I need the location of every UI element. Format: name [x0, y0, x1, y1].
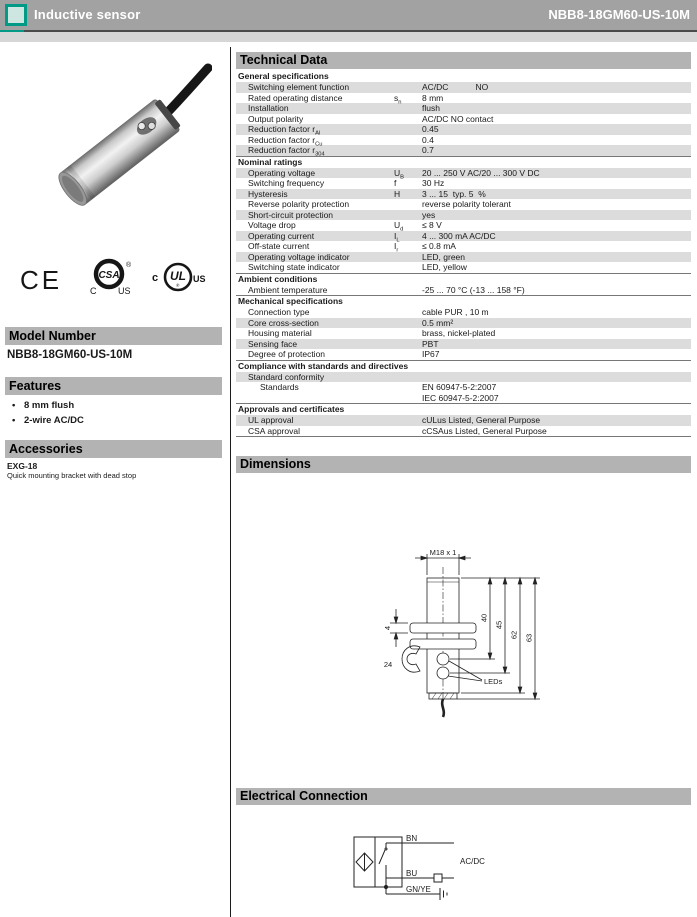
spec-symbol — [394, 382, 422, 403]
spec-value: 3 ... 15 typ. 5 % — [422, 188, 486, 199]
spec-label: Reduction factor $r_{304}$ — [248, 145, 325, 158]
spec-row — [236, 189, 691, 200]
dimensions-header: Dimensions — [236, 456, 691, 473]
spec-row — [236, 241, 691, 252]
spec-label: Off-state current — [248, 241, 310, 251]
sensor-box-symbol — [354, 837, 402, 887]
spec-value: LED, green — [422, 251, 465, 262]
spec-value-2: NO — [475, 82, 489, 92]
spec-symbol — [394, 339, 422, 350]
spec-row — [236, 178, 691, 189]
spec-value: AC/DC NO — [422, 82, 489, 92]
dim-24-label: 24 — [383, 660, 393, 669]
spec-label: Degree of protection — [248, 349, 326, 359]
dim-45-label: 45 — [494, 620, 504, 630]
spec-row — [236, 82, 691, 93]
ground-icon — [440, 888, 447, 900]
spec-label: Operating voltage — [248, 167, 316, 178]
svg-text:UL: UL — [170, 269, 186, 283]
spec-label: UL approval — [248, 415, 294, 425]
spec-row — [236, 231, 691, 242]
spec-label: Housing material — [248, 328, 312, 338]
spec-row — [236, 103, 691, 114]
accessory-name: EXG-18 — [7, 461, 38, 471]
cable-drawing — [442, 699, 444, 717]
spec-value: EN 60947-5-2:2007 IEC 60947-5-2:2007 — [422, 382, 499, 403]
spec-group-header: Ambient conditions — [236, 273, 691, 285]
spec-label: Rated operating distance — [248, 92, 343, 103]
accessories-section-header: Accessories — [5, 440, 222, 458]
spec-label: Switching frequency — [248, 178, 325, 188]
electrical-connection-section — [236, 788, 691, 917]
spec-row — [236, 372, 691, 383]
spec-value: 20 ... 250 V AC/20 ... 300 V DC — [422, 167, 540, 178]
spec-row — [236, 252, 691, 263]
spec-value: 0.7 — [422, 145, 434, 155]
sidebar — [0, 48, 230, 917]
spec-group-header: Mechanical specifications — [236, 295, 691, 307]
switch-blade — [379, 850, 385, 864]
svg-text:®: ® — [126, 262, 132, 269]
supply-label: AC/DC — [460, 857, 485, 866]
model-number-value: NBB8-18GM60-US-10M — [7, 349, 133, 361]
spec-symbol — [394, 372, 422, 383]
spec-symbol — [394, 145, 422, 156]
dim-40-label: 40 — [479, 613, 489, 623]
spec-value: 0.4 — [422, 134, 434, 145]
spec-value: 4 ... 300 mA AC/DC — [422, 230, 496, 241]
spec-label: Voltage drop — [248, 220, 296, 230]
spec-group-header: Approvals and certificates — [236, 403, 691, 415]
ul-mark-logo — [150, 262, 208, 294]
spec-symbol: $U_d$ — [394, 220, 404, 233]
electrical-connection-header: Electrical Connection — [236, 788, 691, 805]
spec-value: -25 ... 70 °C (-13 ... 158 °F) — [422, 284, 525, 295]
spec-label: Reduction factor $r_{Al}$ — [248, 124, 321, 137]
spec-row — [236, 382, 691, 403]
spec-symbol — [394, 135, 422, 146]
spec-symbol — [394, 199, 422, 210]
sensor-cable — [164, 68, 208, 116]
model-number-section-header: Model Number — [5, 327, 222, 345]
features-list — [10, 398, 84, 428]
spec-label: Ambient temperature — [248, 284, 328, 295]
product-category-title: Inductive sensor — [34, 7, 141, 22]
wrench-icon — [402, 646, 420, 672]
dim-4-label: 4 — [383, 625, 392, 631]
spec-value: 0.45 — [422, 124, 439, 134]
spec-row — [236, 307, 691, 318]
spec-label: Standard conformity — [248, 371, 325, 382]
spec-label: Hysteresis — [248, 188, 288, 199]
spec-row — [236, 210, 691, 221]
led-drawing — [437, 667, 449, 679]
spec-row — [236, 135, 691, 146]
wiring-diagram — [350, 834, 550, 917]
spec-row — [236, 93, 691, 104]
thread-label: M18 x 1 — [429, 548, 457, 557]
spec-symbol: $U_B$ — [394, 167, 404, 181]
spec-symbol: $I_L$ — [394, 230, 400, 244]
spec-row — [236, 124, 691, 135]
spec-symbol — [394, 82, 422, 93]
feature-item: • 2-wire AC/DC — [10, 413, 84, 428]
svg-text:c: c — [152, 272, 159, 284]
spec-label: Sensing face — [248, 338, 298, 349]
spec-label: Short-circuit protection — [248, 209, 334, 220]
spec-group-header: Compliance with standards and directives — [236, 360, 691, 372]
load-icon — [434, 874, 442, 882]
header-model-number: NBB8-18GM60-US-10M — [548, 7, 690, 22]
spec-row — [236, 318, 691, 329]
spec-value — [422, 372, 691, 383]
spec-label: Reverse polarity protection — [248, 199, 350, 209]
spec-row — [236, 328, 691, 339]
gnye-label: GN/YE — [406, 885, 431, 894]
spec-value: ≤ 0.8 mA — [422, 241, 456, 251]
spec-symbol — [394, 426, 422, 437]
spec-label: Installation — [248, 103, 289, 113]
dimensions-section — [236, 456, 691, 726]
spec-symbol — [394, 328, 422, 339]
technical-data-header: Technical Data — [236, 52, 691, 69]
svg-text:CE: CE — [20, 266, 63, 294]
spec-label: Output polarity — [248, 113, 304, 124]
spec-label: Core cross-section — [248, 317, 319, 328]
spec-value: AC/DC NO contact — [422, 113, 494, 124]
spec-value: IP67 — [422, 349, 440, 359]
dim-63-label: 63 — [524, 633, 534, 643]
ce-mark-logo — [20, 266, 64, 294]
accessory-description: Quick mounting bracket with dead stop — [7, 471, 137, 480]
technical-data-table — [236, 71, 691, 437]
spec-row — [236, 220, 691, 231]
spec-symbol — [394, 103, 422, 114]
spec-symbol: f — [394, 178, 397, 188]
spec-row — [236, 262, 691, 273]
spec-label: Operating current — [248, 230, 315, 241]
spec-value: LED, yellow — [422, 262, 467, 272]
spec-value: cCSAus Listed, General Purpose — [422, 425, 547, 436]
csa-mark-logo — [86, 258, 134, 298]
led-drawing — [437, 653, 449, 665]
spec-value: cULus Listed, General Purpose — [422, 415, 541, 425]
feature-item: • 8 mm flush — [10, 398, 84, 413]
spec-label: Switching element function — [248, 82, 350, 92]
spec-symbol — [394, 252, 422, 263]
features-section-header: Features — [5, 377, 222, 395]
spec-row — [236, 285, 691, 296]
bn-label: BN — [406, 834, 418, 843]
spec-symbol — [394, 415, 422, 426]
spec-symbol: $I_r$ — [394, 241, 399, 254]
spec-symbol — [394, 210, 422, 221]
spec-symbol: $s_n$ — [394, 92, 402, 106]
spec-row — [236, 339, 691, 350]
spec-row — [236, 426, 691, 437]
column-divider — [230, 47, 231, 917]
main-content — [236, 52, 691, 917]
spec-value: flush — [422, 103, 440, 113]
spec-row — [236, 349, 691, 360]
spec-label: Standards — [260, 382, 299, 392]
spec-value: reverse polarity tolerant — [422, 199, 511, 209]
spec-symbol — [394, 318, 422, 329]
spec-value: 8 mm — [422, 92, 444, 103]
certification-logos — [0, 258, 230, 308]
header-substrip — [0, 32, 697, 42]
spec-row — [236, 415, 691, 426]
spec-value: ≤ 8 V — [422, 220, 442, 230]
spec-label: Reduction factor $r_{Cu}$ — [248, 134, 323, 148]
spec-row — [236, 168, 691, 179]
spec-symbol — [394, 124, 422, 135]
dim-62-label: 62 — [509, 630, 519, 640]
spec-value: cable PUR , 10 m — [422, 307, 489, 317]
dimension-drawing — [360, 531, 570, 726]
leds-label: LEDs — [484, 677, 503, 686]
spec-value: 30 Hz — [422, 178, 445, 188]
spec-value: 0.5 mm² — [422, 317, 454, 328]
mounting-nut — [410, 623, 476, 633]
spec-value: brass, nickel-plated — [422, 328, 496, 338]
spec-value: PBT — [422, 338, 439, 349]
spec-row — [236, 199, 691, 210]
brand-icon — [5, 4, 27, 26]
page-header — [0, 0, 697, 30]
svg-text:®: ® — [176, 283, 180, 288]
spec-symbol — [394, 285, 422, 296]
spec-symbol — [394, 262, 422, 273]
spec-label: Connection type — [248, 307, 310, 317]
spec-group-header: Nominal ratings — [236, 156, 691, 168]
spec-row — [236, 145, 691, 156]
technical-data-section — [236, 52, 691, 437]
svg-text:US: US — [118, 286, 131, 296]
product-photo — [14, 54, 212, 254]
svg-text:US: US — [193, 274, 206, 284]
svg-text:C: C — [90, 286, 97, 296]
spec-value: yes — [422, 209, 436, 220]
spec-row — [236, 114, 691, 125]
spec-label: CSA approval — [248, 425, 300, 436]
spec-symbol — [394, 114, 422, 125]
spec-symbol — [394, 307, 422, 318]
spec-label: Operating voltage indicator — [248, 251, 350, 262]
svg-text:CSA: CSA — [98, 270, 120, 281]
bu-label: BU — [406, 869, 418, 878]
spec-group-header: General specifications — [236, 71, 691, 82]
spec-symbol — [394, 349, 422, 360]
spec-label: Switching state indicator — [248, 262, 340, 272]
spec-symbol: H — [394, 188, 401, 199]
